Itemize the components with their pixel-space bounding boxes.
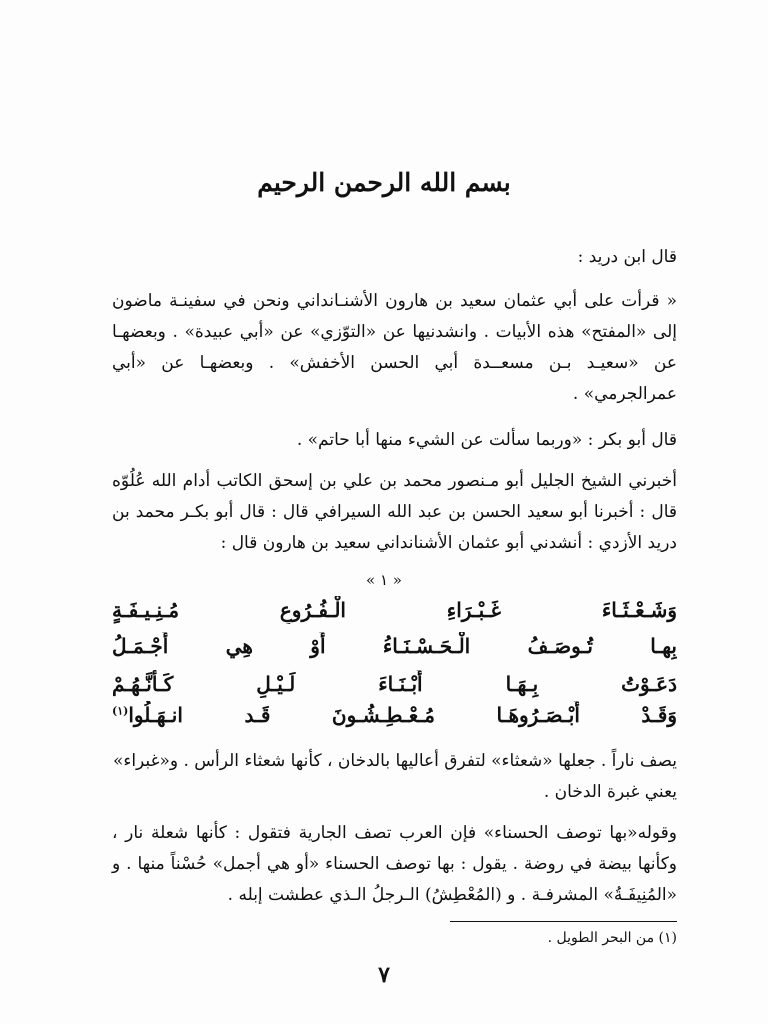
- verse-1: وَشَـعْـثَـاءَ غَـبْـرَاءِ الْـفُـرُوعِ مُـنِـيـفَـةٍ: [112, 598, 677, 622]
- paragraph-5: وقوله«بها توصف الحسناء» فإن العرب تصف الجارية فتقول : كأنها شعلة نار ، وكأنها بيضة في روضة . يقول : بها توصف الحسناء «أو هي أجمل» حُسْناً منها . و «المُنِيفَـةُ» المشرفـة . و (المُعْطِشُ) الـرجلُ الـذي عطشت إبله .: [112, 823, 677, 905]
- verse-4: [112, 701, 677, 729]
- paragraph-2: قال أبو بكر : «وربما سألت عن الشيء منها أبا حاتم» .: [296, 430, 677, 450]
- basmala-heading: بسم الله الرحمن الرحيم: [257, 168, 511, 197]
- footnote: (١) من البحر الطويل .: [547, 930, 677, 946]
- paragraph-3: أخبرني الشيخ الجليل أبو مـنصور محمد بن علي بن إسحق الكاتب أدام الله عُلُوّه قال : أخبرنا أبو سعيد الحسن بن عبد الله السيرافي قال : قال أبو بكـر محمد بن دريد الأزدي : أنشدني أبو عثمان الأشنانداني سعيد بن هارون قال :: [112, 471, 677, 553]
- footnote-divider: [450, 921, 677, 922]
- intro-line: قال ابن دريد :: [577, 247, 677, 267]
- paragraph-1: « قرأت على أبي عثمان سعيد بن هارون الأشنـانداني ونحن في سفينـة ماضون إلى «المفتح» هذه الأبيات . وانشدنيها عن «التوّزي» عن «أبي عبيدة» . وبعضهـا عن «سعيـد بـن مسعــدة أبي الحسن الأخفش» . وبعضهـا عن «أبي عمرالجرمي» .: [112, 291, 677, 404]
- verse-4-text: وَقَـدْ أَبْـصَـرُوهَـا مُـعْـطِـشُـونَ قَـد انـهَـلُوا: [128, 703, 677, 727]
- poem-number: « ١ »: [366, 571, 402, 589]
- verse-2: بِهـا تُـوصَـفُ الْـحَـسْـنَـاءُ أَوْ هِي أَجْـمَـلُ: [112, 634, 677, 658]
- verse-3: دَعَـوْتُ بِـهَـا أَبْـنَـاءَ لَـيْـلٍ كَـأَنَّـهُـمْ: [112, 672, 677, 696]
- paragraph-4: يصف ناراً . جعلها «شعثاء» لتفرق أعاليها بالدخان ، كأنها شعثاء الرأس . و«غبراء» يعني غبرة الدخان .: [112, 751, 677, 802]
- footnote-marker: (١): [112, 704, 129, 718]
- page-number: ٧: [378, 962, 390, 988]
